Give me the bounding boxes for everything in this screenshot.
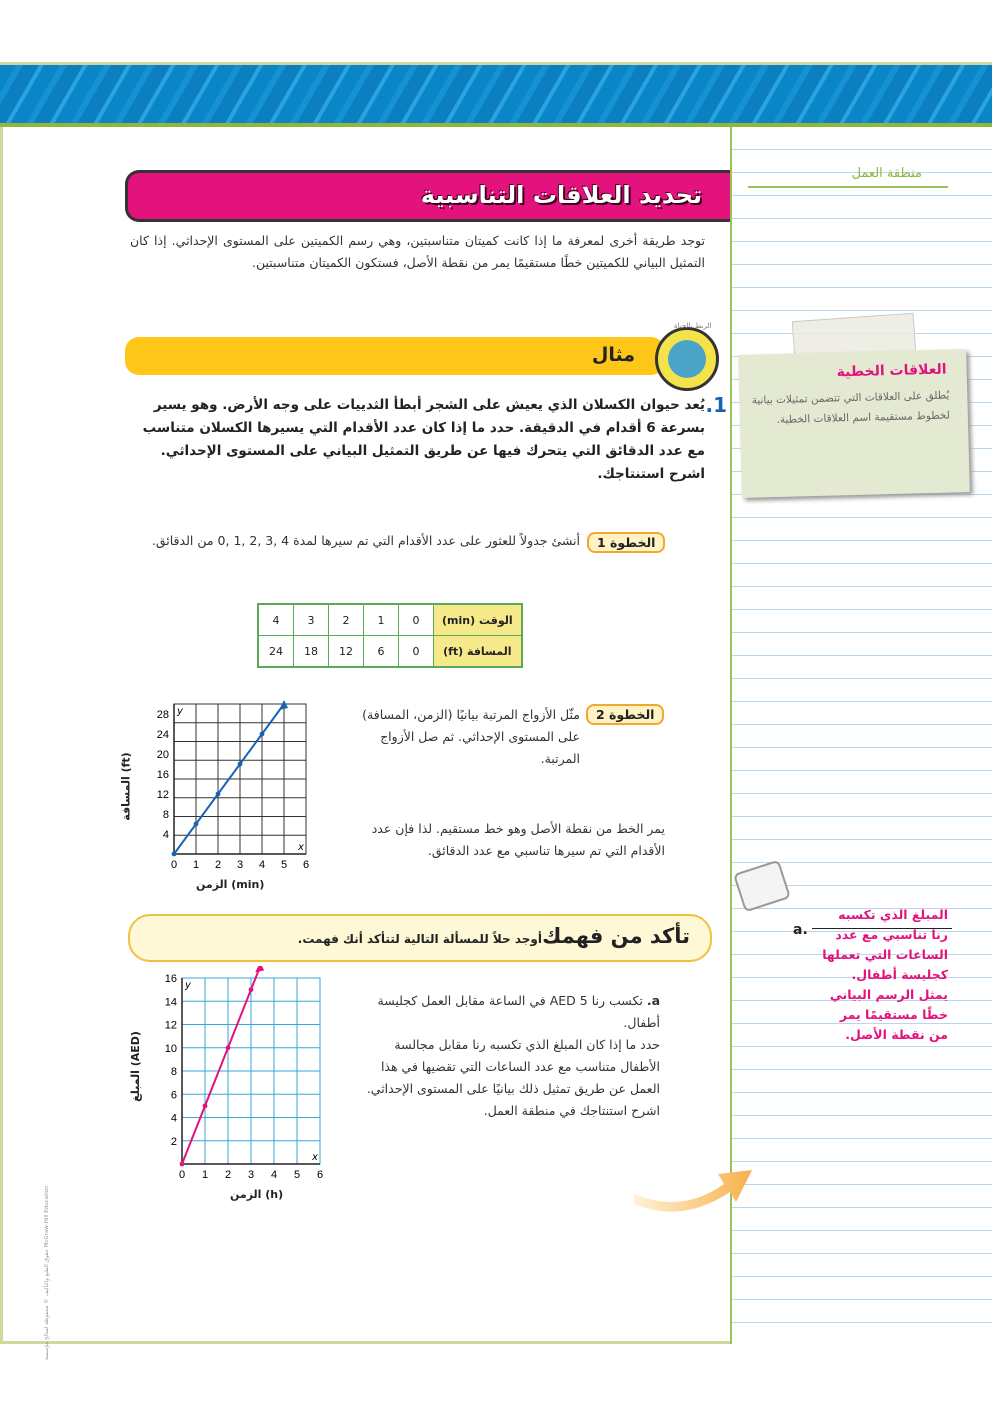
step2-badge: الخطوة 2 bbox=[586, 704, 664, 725]
y-tick-label: 2 bbox=[170, 1135, 177, 1148]
y-tick-label: 10 bbox=[164, 1042, 177, 1055]
y-tick-label: 4 bbox=[170, 1112, 177, 1125]
y-tick-label: 4 bbox=[162, 829, 169, 841]
table-cell: 2 bbox=[329, 604, 364, 636]
lesson-intro: توجد طريقة أخرى لمعرفة ما إذا كانت كميتان متناسبتين، وهي رسم الكميتين على المستوى الإحداثي. إذا كان التمثيل البياني للكميتين خطًا مستقيمًا يمر من نقطة الأصل، فستكون الكميتان متناسبتين. bbox=[130, 233, 705, 270]
note-title: العلاقات الخطية bbox=[836, 361, 947, 381]
graph1-ylabel: المسافة (ft) bbox=[119, 752, 133, 821]
y-tick-label: 28 bbox=[156, 709, 169, 721]
x-tick-label: 1 bbox=[192, 859, 200, 871]
copyright-credit bbox=[44, 1350, 50, 1360]
y-tick-label: 24 bbox=[156, 729, 169, 741]
y-tick-label: 6 bbox=[170, 1089, 177, 1102]
step2-conclusion: يمر الخط من نقطة الأصل وهو خط مستقيم. لذا فإن عدد الأقدام التي تم سيرها تناسبي مع عدد الدقائق. bbox=[371, 821, 665, 858]
data-point bbox=[180, 1162, 185, 1167]
step1-badge: الخطوة 1 bbox=[587, 532, 665, 553]
data-point bbox=[172, 852, 177, 857]
data-table bbox=[257, 603, 523, 668]
x-axis-letter: x bbox=[312, 1152, 318, 1163]
data-point bbox=[216, 792, 221, 797]
x-tick-label: 0 bbox=[170, 859, 178, 871]
data-point bbox=[194, 822, 199, 827]
data-point bbox=[203, 1103, 208, 1108]
x-tick-label: 2 bbox=[214, 859, 222, 871]
x-tick-label: 0 bbox=[178, 1169, 186, 1181]
table-cell: 1 bbox=[364, 604, 399, 636]
globe-caption: الربط بالحياة bbox=[674, 322, 712, 330]
x-tick-label: 3 bbox=[247, 1169, 255, 1181]
y-axis-letter: y bbox=[185, 980, 191, 991]
y-axis-letter: y bbox=[177, 706, 183, 717]
answer-text: المبلغ الذي تكسبه رنا تناسبي مع عدد الساعات التي تعملها كجليسة أطفال. يمثل الرسم البياني خطًا مستقيمًا يمر من نقطة الأصل. bbox=[822, 907, 948, 1042]
table-cell: 24 bbox=[258, 636, 294, 668]
example-bar bbox=[125, 337, 665, 375]
data-point bbox=[249, 987, 254, 992]
check-problem-rest: حدد ما إذا كان المبلغ الذي تكسبه رنا مقابل مجالسة الأطفال متناسب مع عدد الساعات التي تقضيها في هذا العمل عن طريق تمثيل ذلك بيانيًا على المستوى الإحداثي. اشرح استنتاجك في منطقة العمل. bbox=[366, 1037, 660, 1118]
table-row bbox=[258, 604, 522, 636]
example-problem bbox=[135, 393, 727, 486]
check-title: تأكد من فهمك bbox=[542, 924, 690, 948]
check-understanding-bar bbox=[128, 914, 712, 962]
lesson-title-bar bbox=[125, 170, 730, 222]
table-row bbox=[258, 636, 522, 668]
graph2-ylabel: المبلغ (AED) bbox=[128, 1031, 142, 1102]
table-cell: 12 bbox=[329, 636, 364, 668]
globe-icon bbox=[655, 327, 719, 391]
y-tick-label: 16 bbox=[164, 973, 177, 985]
table-header: المسافة (ft) bbox=[434, 636, 522, 668]
check-problem bbox=[360, 990, 660, 1122]
problem-explain: اشرح استنتاجك. bbox=[597, 466, 705, 482]
x-tick-label: 2 bbox=[224, 1169, 232, 1181]
graph2-xlabel: الزمن (h) bbox=[230, 1188, 284, 1201]
arrow-icon bbox=[632, 1152, 757, 1222]
arrow-head bbox=[255, 966, 264, 972]
data-point bbox=[238, 762, 243, 767]
work-zone-rule bbox=[748, 186, 948, 188]
table-cell: 18 bbox=[294, 636, 329, 668]
chart-earnings-time bbox=[130, 966, 330, 1186]
work-zone-title: منطقة العمل bbox=[851, 166, 922, 181]
table-cell: 3 bbox=[294, 604, 329, 636]
y-tick-label: 16 bbox=[156, 769, 169, 781]
table-cell: 0 bbox=[399, 636, 434, 668]
table-cell: 4 bbox=[258, 604, 294, 636]
x-tick-label: 3 bbox=[236, 859, 244, 871]
x-tick-label: 5 bbox=[280, 859, 288, 871]
y-tick-label: 8 bbox=[162, 809, 169, 821]
x-tick-label: 6 bbox=[316, 1169, 324, 1181]
check-problem-letter: a. bbox=[646, 993, 660, 1008]
x-axis-letter: x bbox=[298, 842, 304, 853]
linear-relations-note bbox=[738, 349, 970, 498]
step1-text: أنشئ جدولاً للعثور على عدد الأقدام التي تم سيرها لمدة 4 ,3 ,2 ,1 ,0 من الدقائق. bbox=[151, 533, 580, 548]
problem-number: 1. bbox=[705, 393, 727, 417]
table-header: الوقت (min) bbox=[434, 604, 522, 636]
example-label: مثال bbox=[591, 344, 635, 366]
header-banner bbox=[0, 65, 992, 123]
x-tick-label: 4 bbox=[270, 1169, 278, 1181]
work-zone bbox=[730, 127, 992, 1344]
chart-distance-time bbox=[118, 698, 318, 898]
y-tick-label: 12 bbox=[164, 1019, 177, 1032]
check-subtitle: أوجد حلاً للمسألة التالية لتتأكد أنك فهمت. bbox=[297, 932, 542, 946]
table-cell: 6 bbox=[364, 636, 399, 668]
y-tick-label: 14 bbox=[164, 996, 177, 1009]
y-tick-label: 12 bbox=[156, 789, 169, 801]
x-tick-label: 5 bbox=[293, 1169, 301, 1181]
data-point bbox=[260, 732, 265, 737]
y-tick-label: 8 bbox=[170, 1066, 177, 1078]
problem-text: يُعد حيوان الكسلان الذي يعيش على الشجر أبطأ الثدييات على وجه الأرض. وهو يسير بسرعة 6 أقدام في الدقيقة. حدد ما إذا كان عدد الأقدام التي يسيرها الكسلان متناسب مع عدد الدقائق التي يتحرك فيها عن طريق التمثيل البياني على المستوى الإحداثي. bbox=[142, 397, 705, 459]
lesson-title: تحديد العلاقات التناسبية bbox=[420, 181, 702, 209]
check-problem-line1: تكسب رنا 5 AED في الساعة مقابل العمل كجليسة أطفال. bbox=[377, 993, 660, 1030]
data-point bbox=[226, 1045, 231, 1050]
step2-text: مثّل الأزواج المرتبة بيانيًا (الزمن، المسافة) على المستوى الإحداثي. ثم صل الأزواج المرتبة. bbox=[362, 707, 580, 766]
x-tick-label: 1 bbox=[201, 1169, 209, 1181]
x-tick-label: 4 bbox=[258, 859, 266, 871]
graph1-xlabel: الزمن (min) bbox=[196, 878, 265, 891]
table-cell: 0 bbox=[399, 604, 434, 636]
answer-letter: a. bbox=[793, 922, 808, 938]
note-text: يُطلق على العلاقات التي تتضمن تمثيلات بيانية لخطوط مستقيمة اسم العلاقات الخطية. bbox=[751, 389, 950, 427]
y-tick-label: 20 bbox=[156, 749, 169, 761]
x-tick-label: 6 bbox=[302, 859, 310, 871]
